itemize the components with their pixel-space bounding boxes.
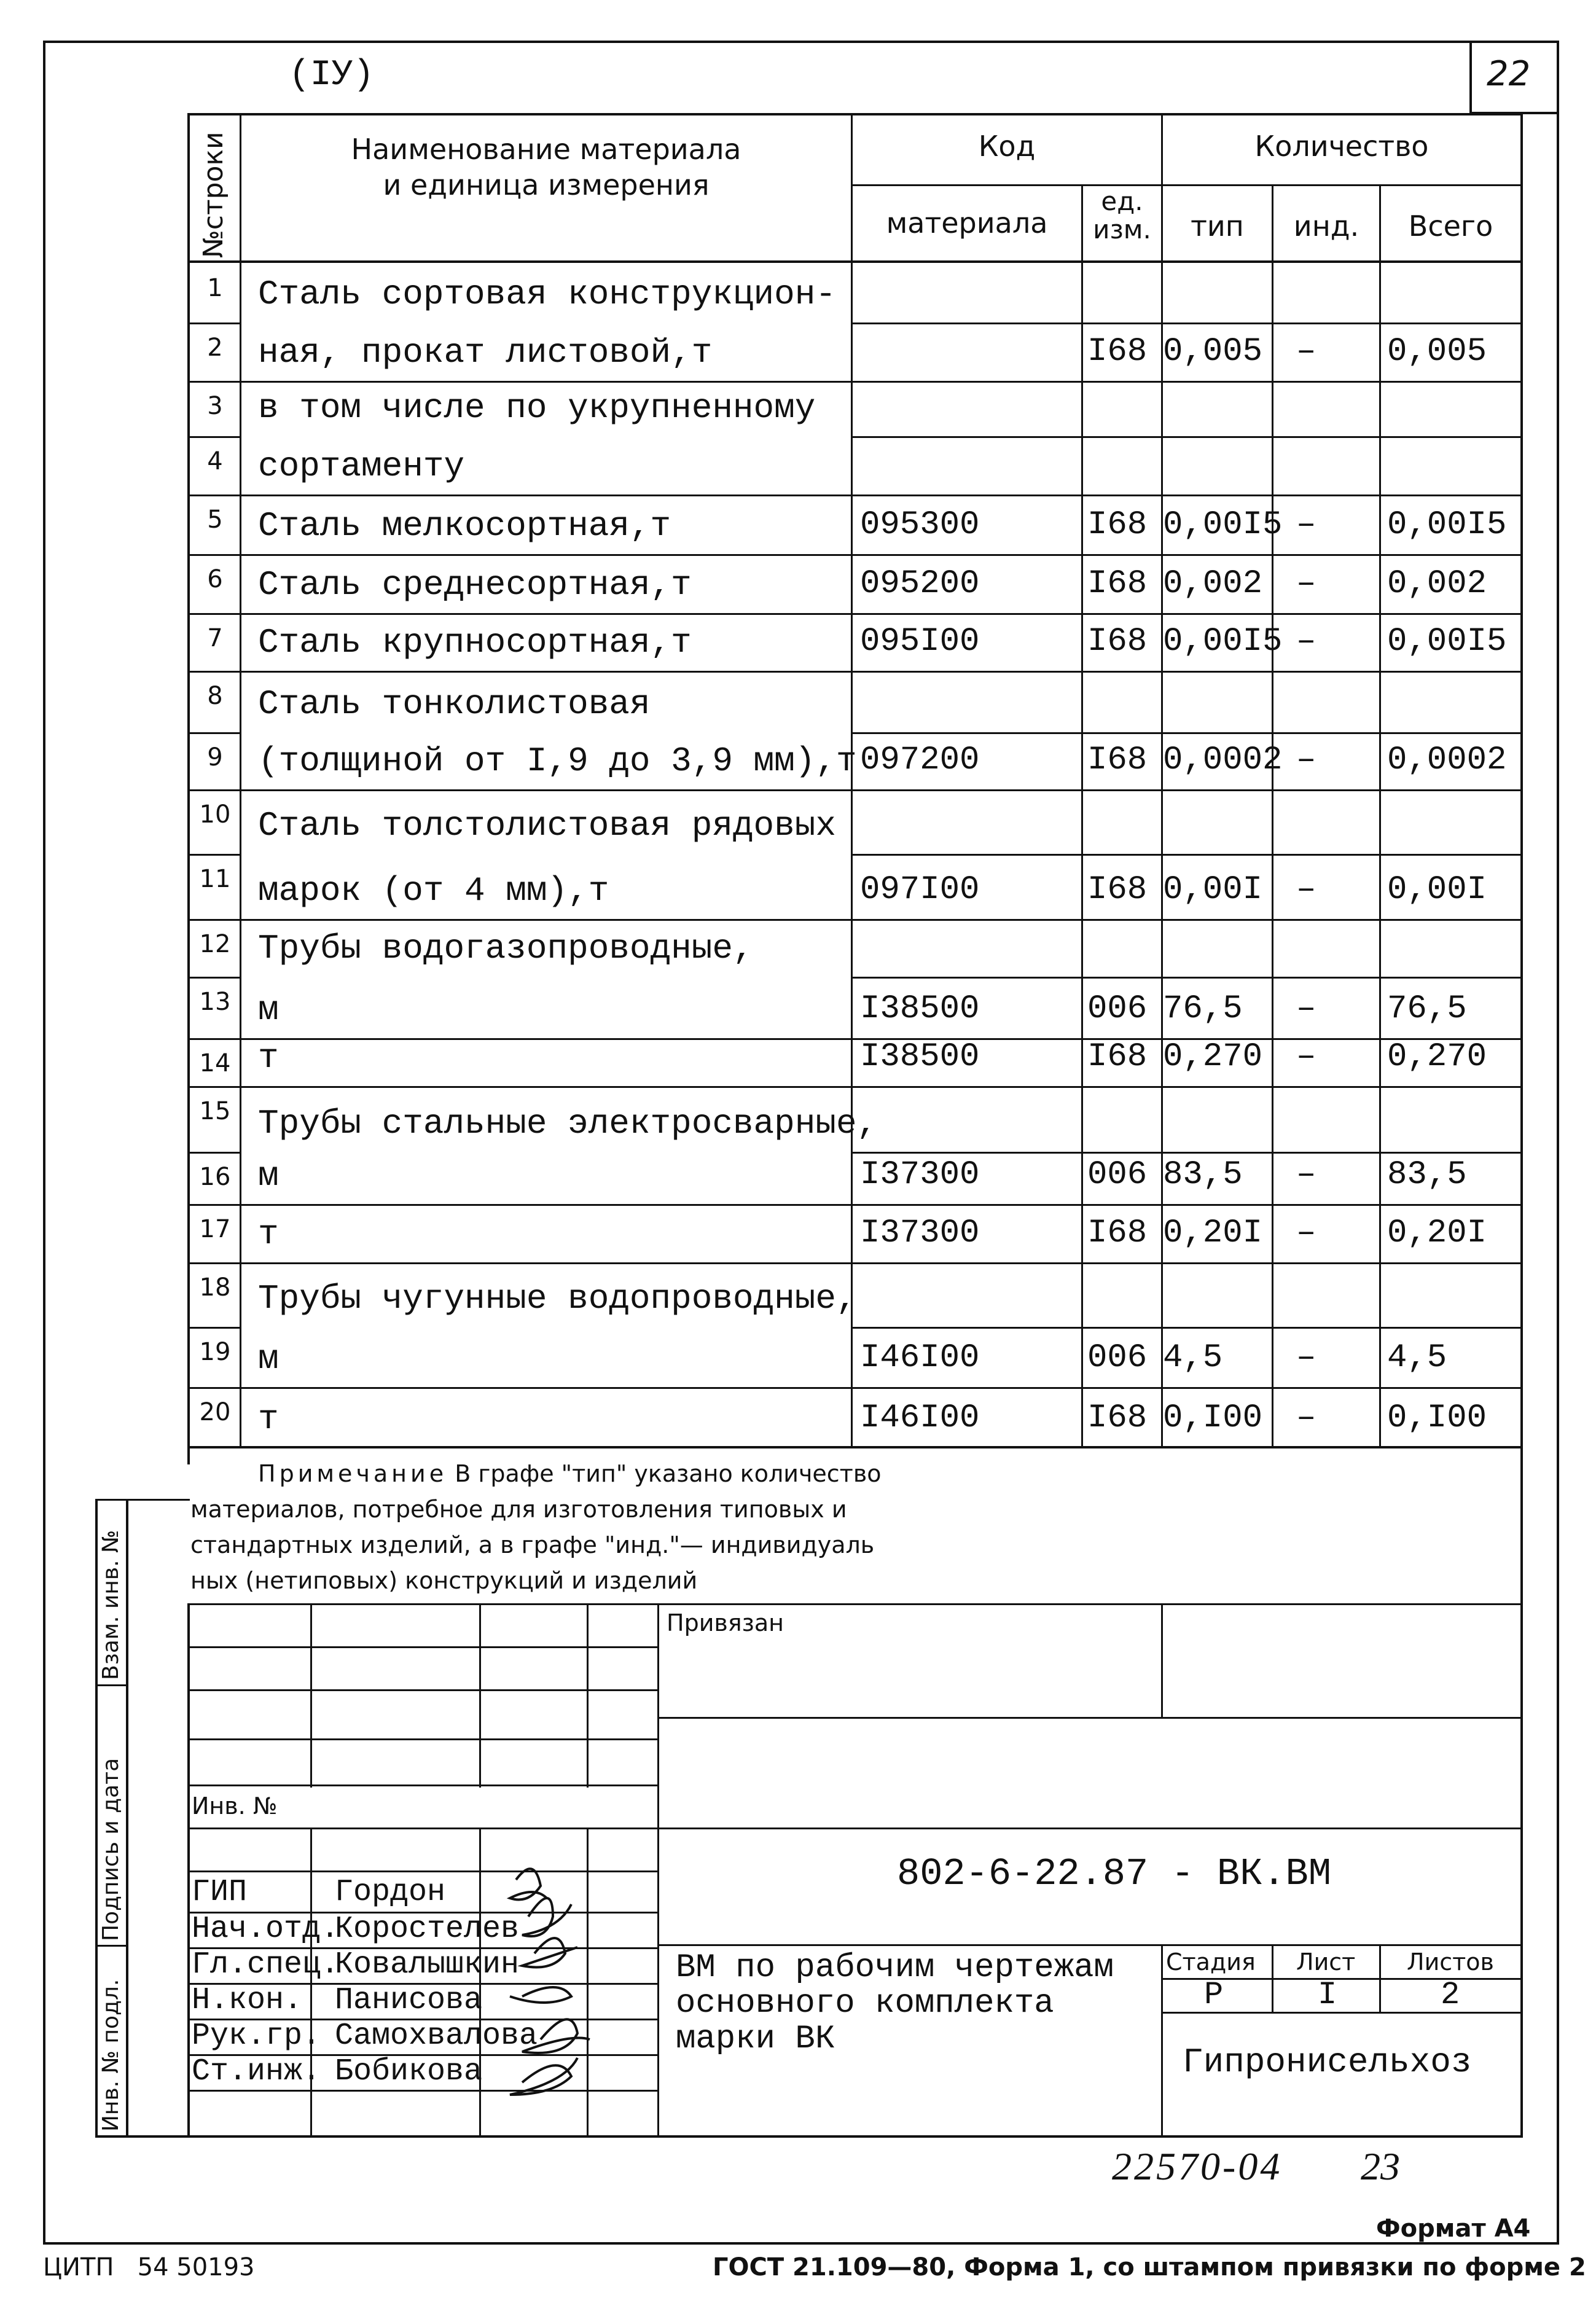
sheet-value: I (1318, 1977, 1337, 2013)
row-type: 0,270 (1163, 1038, 1263, 1076)
row-ind: – (1296, 1156, 1316, 1194)
row-name: т (258, 1214, 279, 1254)
row-code: 095I00 (860, 623, 980, 660)
row-divider (187, 613, 1523, 615)
stamp-title: ВМ по рабочим чертежам основного комплекта марки ВК (676, 1949, 1114, 2058)
row-total: 0,20I (1387, 1214, 1487, 1252)
row-ind: – (1296, 506, 1316, 544)
row-number: 18 (199, 1273, 231, 1302)
row-name: т (258, 1399, 279, 1439)
row-code: 095300 (860, 506, 980, 544)
row-name: в том числе по укрупненному (258, 388, 816, 428)
row-number: 20 (199, 1398, 231, 1426)
col-header-material: материала (886, 206, 1048, 240)
row-ind: – (1296, 741, 1316, 779)
row-ind: – (1296, 1214, 1316, 1252)
row-total: 0,0002 (1387, 741, 1507, 779)
doc-code: 802-6-22.87 - ВК.ВМ (897, 1852, 1331, 1896)
row-type: 0,002 (1163, 565, 1263, 603)
frame-right (1557, 41, 1559, 2244)
row-type: 0,00I5 (1163, 623, 1283, 660)
signatory-role: Рук.гр. (192, 2019, 321, 2054)
row-total: 0,I00 (1387, 1399, 1487, 1437)
signatory-name: Коростелев (335, 1912, 520, 1947)
row-number: 7 (207, 624, 223, 652)
row-type: 0,00I5 (1163, 506, 1283, 544)
note-title: Примечание (258, 1460, 448, 1487)
side-label-vzam: Взам. инв. № (98, 1530, 123, 1680)
format-label: Формат А4 (1376, 2214, 1531, 2243)
signatory-name: Самохвалова (335, 2019, 538, 2054)
row-number: 4 (207, 447, 223, 475)
row-name: Сталь сортовая конструкцион- (258, 275, 836, 314)
row-type: 0,I00 (1163, 1399, 1263, 1437)
signatory-role: Ст.инж. (192, 2054, 321, 2089)
row-divider (187, 732, 240, 734)
row-divider (851, 436, 1523, 438)
frame-left (43, 41, 45, 2244)
row-unit: I68 (1087, 741, 1148, 779)
row-code: I38500 (860, 990, 980, 1028)
row-type: 83,5 (1163, 1156, 1243, 1194)
frame-bottom (43, 2242, 1559, 2245)
col-header-type: тип (1191, 209, 1244, 243)
row-name: сортаменту (258, 447, 465, 486)
row-name: марок (от 4 мм),т (258, 871, 609, 910)
row-name: Трубы водогазопроводные, (258, 929, 754, 968)
row-ind: – (1296, 565, 1316, 603)
row-unit: I68 (1087, 333, 1148, 370)
col-header-quantity: Количество (1254, 130, 1429, 163)
row-name: м (258, 1339, 279, 1378)
row-number: 1 (207, 274, 223, 302)
sheet-label: Лист (1296, 1949, 1356, 1976)
row-divider (187, 495, 1523, 496)
row-name: м (258, 990, 279, 1030)
sheets-value: 2 (1441, 1977, 1460, 2013)
row-divider (187, 977, 240, 979)
side-label-podpis: Подпись и дата (98, 1757, 123, 1941)
row-divider (851, 732, 1523, 734)
row-number: 13 (199, 988, 231, 1016)
row-number: 11 (199, 865, 231, 893)
row-divider (187, 381, 1523, 383)
footer-left: ЦИТП 54 50193 (43, 2253, 255, 2281)
row-total: 0,00I5 (1387, 506, 1507, 544)
row-name: Сталь крупносортная,т (258, 623, 692, 662)
row-unit: 006 (1087, 1156, 1148, 1194)
row-unit: I68 (1087, 1038, 1148, 1076)
sheets-label: Листов (1407, 1949, 1494, 1976)
row-divider (187, 1038, 1523, 1040)
row-type: 76,5 (1163, 990, 1243, 1028)
row-unit: I68 (1087, 623, 1148, 660)
row-code: I37300 (860, 1156, 980, 1194)
signatures (442, 1855, 688, 2132)
handwritten-number: 22570-04 (1112, 2144, 1283, 2188)
row-unit: I68 (1087, 1214, 1148, 1252)
row-unit: I68 (1087, 506, 1148, 544)
row-number: 3 (207, 392, 223, 420)
row-number: 9 (207, 743, 223, 772)
row-code: I46I00 (860, 1339, 980, 1377)
row-divider (187, 1204, 1523, 1206)
row-total: 0,00I5 (1387, 623, 1507, 660)
row-name: Сталь мелкосортная,т (258, 506, 671, 545)
row-unit: 006 (1087, 990, 1148, 1028)
row-number: 15 (199, 1097, 231, 1125)
row-divider (187, 436, 240, 438)
row-unit: I68 (1087, 871, 1148, 909)
signatory-name: Гордон (335, 1875, 446, 1910)
row-unit: I68 (1087, 1399, 1148, 1437)
row-divider (187, 1387, 1523, 1389)
col-header-row-no: №строки (198, 131, 229, 258)
inv-no-label: Инв. № (192, 1792, 278, 1820)
row-number: 8 (207, 682, 223, 710)
row-name: м (258, 1156, 279, 1195)
row-name: Трубы чугунные водопроводные, (258, 1279, 857, 1318)
row-divider (851, 1152, 1523, 1154)
footer-right: ГОСТ 21.109—80, Форма 1, со штампом привязки по форме 2 (713, 2253, 1586, 2281)
row-number: 19 (199, 1338, 231, 1366)
frame-top (43, 41, 1559, 43)
row-number: 16 (199, 1163, 231, 1191)
row-name: Трубы стальные электросварные, (258, 1104, 878, 1143)
row-number: 10 (199, 800, 231, 829)
row-ind: – (1296, 1038, 1316, 1076)
row-name: Сталь толстолистовая рядовых (258, 806, 836, 845)
row-ind: – (1296, 990, 1316, 1028)
row-divider (851, 1327, 1523, 1329)
row-type: 4,5 (1163, 1339, 1223, 1377)
row-code: 097I00 (860, 871, 980, 909)
row-number: 6 (207, 565, 223, 593)
row-ind: – (1296, 333, 1316, 370)
row-divider (187, 789, 1523, 791)
row-name: (толщиной от I,9 до 3,9 мм),т (258, 741, 857, 781)
row-total: 0,005 (1387, 333, 1487, 370)
col-header-code: Код (978, 130, 1036, 163)
row-divider (187, 671, 1523, 673)
row-divider (851, 854, 1523, 856)
row-total: 83,5 (1387, 1156, 1467, 1194)
row-divider (851, 322, 1523, 324)
row-name: Сталь среднесортная,т (258, 565, 692, 604)
row-total: 0,00I (1387, 871, 1487, 909)
row-ind: – (1296, 1339, 1316, 1377)
row-divider (187, 1327, 240, 1329)
col-header-unit: ед. изм. (1093, 186, 1151, 245)
handwritten-page: 23 (1361, 2144, 1400, 2188)
row-code: I46I00 (860, 1399, 980, 1437)
row-total: 0,002 (1387, 565, 1487, 603)
row-total: 76,5 (1387, 990, 1467, 1028)
row-ind: – (1296, 623, 1316, 660)
row-ind: – (1296, 1399, 1316, 1437)
row-number: 17 (199, 1215, 231, 1243)
row-total: 0,270 (1387, 1038, 1487, 1076)
row-type: 0,005 (1163, 333, 1263, 370)
signatory-name: Панисова (335, 1983, 483, 2018)
stage-value: Р (1204, 1977, 1224, 2013)
row-type: 0,0002 (1163, 741, 1283, 779)
row-number: 5 (207, 506, 223, 534)
row-unit: I68 (1087, 565, 1148, 603)
row-divider (187, 322, 240, 324)
row-divider (187, 554, 1523, 556)
row-number: 2 (207, 334, 223, 362)
signatory-role: Гл.спец. (192, 1947, 340, 1982)
signatory-role: ГИП (192, 1875, 248, 1910)
row-number: 12 (199, 930, 231, 958)
page-number: 22 (1487, 54, 1531, 94)
row-ind: – (1296, 871, 1316, 909)
row-name: ная, прокат листовой,т (258, 333, 713, 372)
org-name: Гипронисельхоз (1183, 2043, 1472, 2082)
col-header-name: Наименование материала и единица измерения (351, 133, 741, 201)
row-name: Сталь тонколистовая (258, 684, 651, 724)
section-label: (IУ) (289, 55, 375, 95)
note: Примечание В графе "тип" указано количество материалов, потребное для изготовления типовых и стандартных изделий, а в графе "инд."— индивидуаль ных (нетиповых) конструкций и изделий (190, 1460, 882, 1594)
row-code: I38500 (860, 1038, 980, 1076)
row-code: I37300 (860, 1214, 980, 1252)
col-header-total: Всего (1408, 209, 1493, 243)
row-divider (187, 1262, 1523, 1264)
row-type: 0,00I (1163, 871, 1263, 909)
signatory-name: Бобикова (335, 2054, 483, 2089)
row-total: 4,5 (1387, 1339, 1447, 1377)
signatory-role: Нач.отд. (192, 1912, 340, 1947)
col-header-ind: инд. (1293, 209, 1359, 243)
row-divider (187, 1086, 1523, 1088)
privyazan-label: Привязан (667, 1609, 784, 1636)
side-label-inv: Инв. № подл. (98, 1979, 123, 2132)
row-code: 095200 (860, 565, 980, 603)
row-number: 14 (199, 1049, 231, 1077)
stage-label: Стадия (1166, 1949, 1256, 1976)
row-name: т (258, 1038, 279, 1077)
signatory-role: Н.кон. (192, 1983, 303, 2018)
row-divider (187, 1152, 240, 1154)
row-divider (187, 919, 1523, 921)
row-type: 0,20I (1163, 1214, 1263, 1252)
row-code: 097200 (860, 741, 980, 779)
row-divider (187, 854, 240, 856)
signatory-name: Ковалышкин (335, 1947, 520, 1982)
row-divider (851, 977, 1523, 979)
row-unit: 006 (1087, 1339, 1148, 1377)
